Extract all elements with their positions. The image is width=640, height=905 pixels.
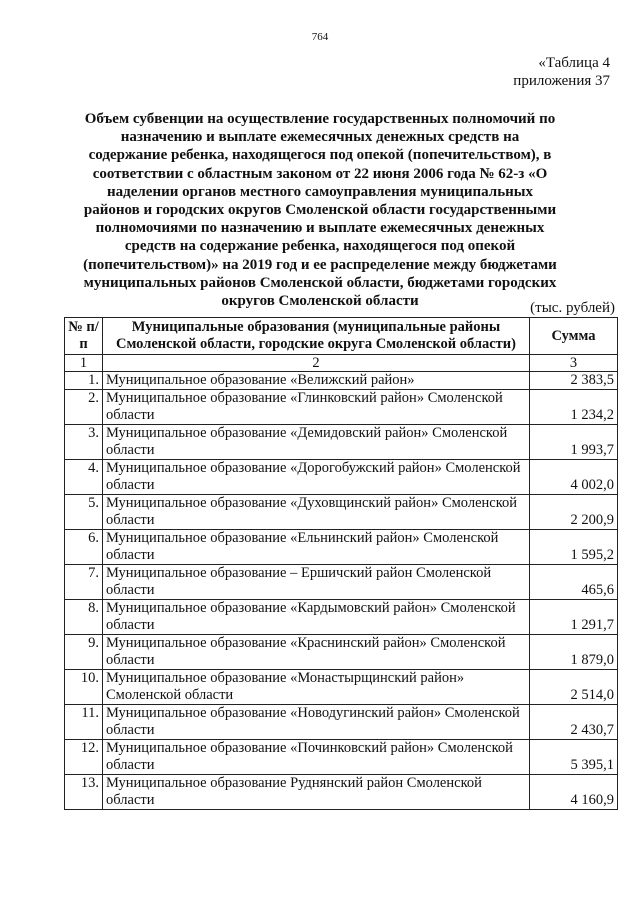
row-sum: 2 200,9 [530,495,618,530]
row-num: 3. [65,425,103,460]
row-name: Муниципальное образование «Дорогобужский район» Смоленской области [103,460,530,495]
table-row [65,565,618,600]
row-sum: 2 383,5 [530,372,618,390]
row-name: Муниципальное образование «Ельнинский район» Смоленской области [103,530,530,565]
row-name: Муниципальное образование Руднянский район Смоленской области [103,775,530,810]
table-row [65,670,618,705]
subvention-table [64,317,618,810]
table-row [65,600,618,635]
row-name: Муниципальное образование – Ершичский район Смоленской области [103,565,530,600]
row-sum: 1 234,2 [530,390,618,425]
row-num: 1. [65,372,103,390]
index-cell: 3 [530,355,618,372]
table-header-row [65,318,618,355]
table-row [65,740,618,775]
index-cell: 1 [65,355,103,372]
row-name: Муниципальное образование «Кардымовский район» Смоленской области [103,600,530,635]
caption-line-1: «Таблица 4 [538,55,610,71]
table-row [65,372,618,390]
row-name: Муниципальное образование «Духовщинский район» Смоленской области [103,495,530,530]
caption-line-2: приложения 37 [513,73,610,89]
row-num: 6. [65,530,103,565]
header-sum: Сумма [530,318,618,355]
row-num: 13. [65,775,103,810]
row-sum: 2 430,7 [530,705,618,740]
row-sum: 5 395,1 [530,740,618,775]
row-sum: 465,6 [530,565,618,600]
row-num: 8. [65,600,103,635]
row-name: Муниципальное образование «Демидовский район» Смоленской области [103,425,530,460]
row-name: Муниципальное образование «Монастырщинский район» Смоленской области [103,670,530,705]
row-name: Муниципальное образование «Краснинский район» Смоленской области [103,635,530,670]
index-cell: 2 [103,355,530,372]
table-row [65,425,618,460]
row-sum: 2 514,0 [530,670,618,705]
row-num: 11. [65,705,103,740]
row-num: 5. [65,495,103,530]
header-name: Муниципальные образования (муниципальные районы Смоленской области, городские округа Смоленской области) [103,318,530,355]
row-num: 4. [65,460,103,495]
row-name: Муниципальное образование «Велижский район» [103,372,530,390]
page-number: 764 [311,31,329,43]
row-num: 7. [65,565,103,600]
table-row [65,530,618,565]
table-row [65,775,618,810]
table-row [65,635,618,670]
row-num: 10. [65,670,103,705]
row-sum: 1 879,0 [530,635,618,670]
table-row [65,495,618,530]
document-title: Объем субвенции на осуществление государственных полномочий по назначению и выплате ежемесячных денежных средств на содержание ребенка, находящегося под опекой (попечительством), в соответствии с областным законом от 22 июня 2006 года № 62-з «О наделении органов местного самоуправления муниципальных районов и городских округов Смоленской области государственными полномочиями по назначению и выплате ежемесячных денежных средств на содержание ребенка, находящегося под опекой (попечительством)» на 2019 год и ее распределение между бюджетами муниципальных районов Смоленской области, бюджетами городских округов Смоленской области [83,111,557,310]
header-num: № п/п [65,318,103,355]
table-index-row [65,355,618,372]
table-row [65,705,618,740]
row-sum: 1 595,2 [530,530,618,565]
row-sum: 4 160,9 [530,775,618,810]
row-num: 2. [65,390,103,425]
row-name: Муниципальное образование «Новодугинский район» Смоленской области [103,705,530,740]
table-row [65,460,618,495]
row-num: 12. [65,740,103,775]
row-sum: 1 291,7 [530,600,618,635]
row-num: 9. [65,635,103,670]
table-caption [513,54,610,90]
row-sum: 4 002,0 [530,460,618,495]
row-name: Муниципальное образование «Глинковский район» Смоленской области [103,390,530,425]
row-sum: 1 993,7 [530,425,618,460]
table-row [65,390,618,425]
row-name: Муниципальное образование «Починковский район» Смоленской области [103,740,530,775]
units-label: (тыс. рублей) [530,300,615,316]
